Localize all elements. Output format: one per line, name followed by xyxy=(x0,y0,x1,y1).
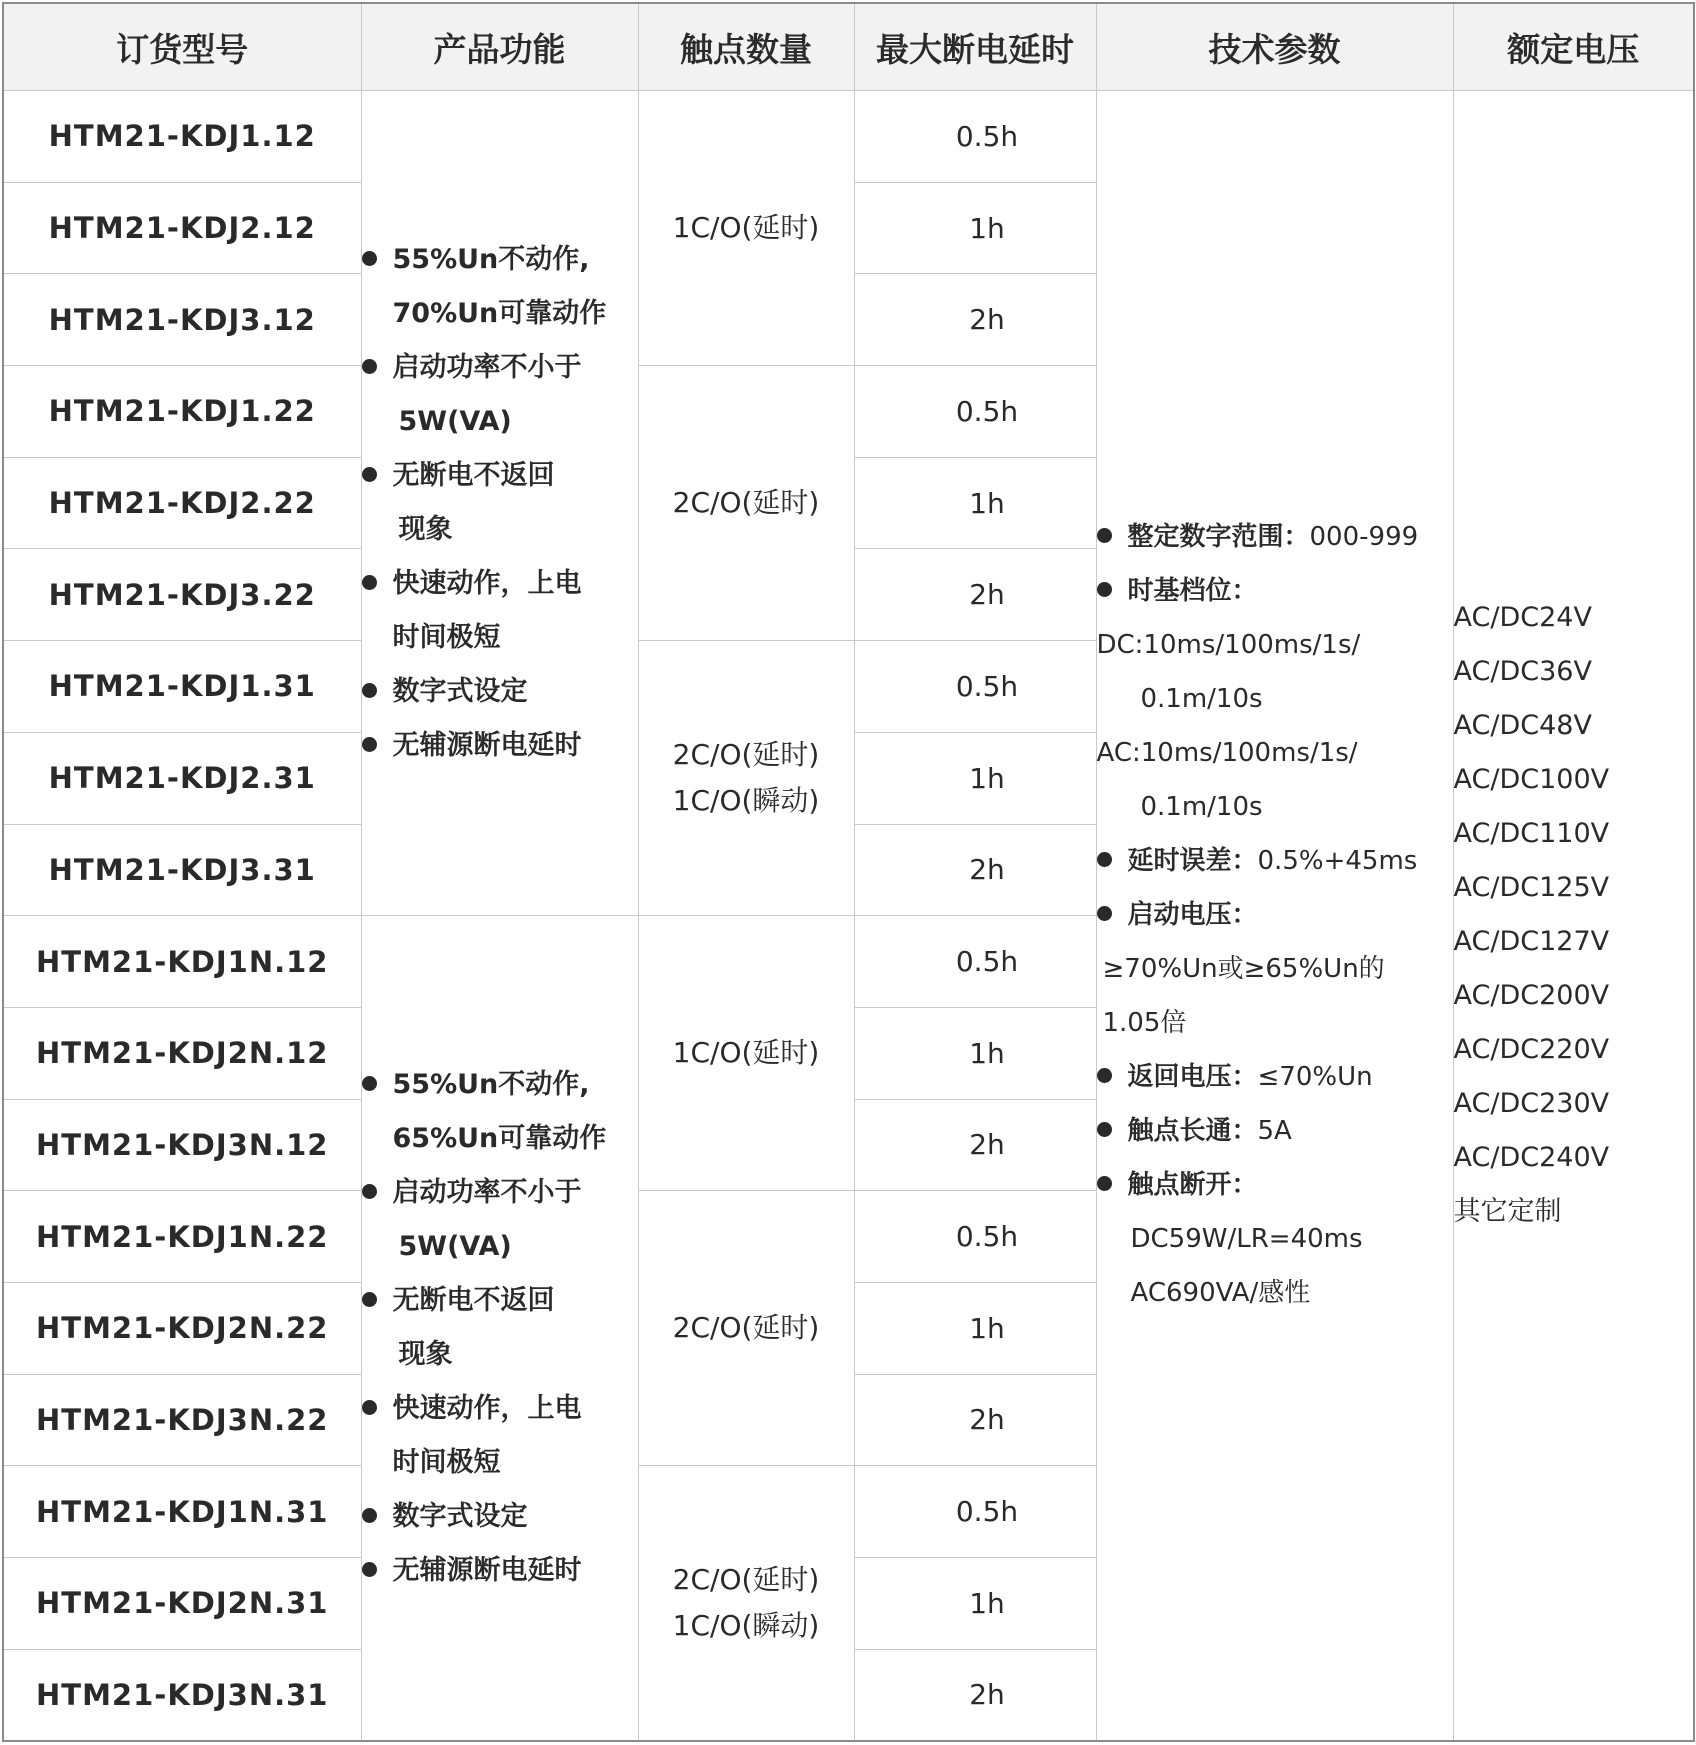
model-cell: HTM21-KDJ3.31 xyxy=(3,824,361,916)
model-cell: HTM21-KDJ2.12 xyxy=(3,182,361,274)
bullet-icon xyxy=(362,683,377,698)
contacts-cell: 2C/O(延时) xyxy=(638,1191,854,1466)
model-cell: HTM21-KDJ3.12 xyxy=(3,274,361,366)
bullet-icon xyxy=(1097,1122,1112,1137)
model-cell: HTM21-KDJ2.22 xyxy=(3,457,361,549)
function-item: 数字式设定 xyxy=(362,665,638,719)
function-item-cont: 时间极短 xyxy=(392,1447,501,1479)
model-cell: HTM21-KDJ3N.12 xyxy=(3,1099,361,1191)
voltage-item: 其它定制 xyxy=(1453,1196,1562,1228)
tech-item-start: 启动电压： xyxy=(1097,888,1453,942)
tech-item-break: 触点断开： xyxy=(1097,1158,1453,1212)
function-item-cont: 70%Un可靠动作 xyxy=(392,298,607,330)
delay-cell: 0.5h xyxy=(854,1191,1096,1283)
tech-item-cont: AC690VA/感性 xyxy=(1130,1278,1311,1309)
contacts-cell: 1C/O(延时) xyxy=(638,916,854,1191)
tech-item-timebase: 时基档位： xyxy=(1097,564,1453,618)
function-item: 无断电不返回 xyxy=(362,1274,638,1328)
tech-item-cont: AC:10ms/100ms/1s/ xyxy=(1096,738,1358,769)
contacts-cell: 2C/O(延时) 1C/O(瞬动) xyxy=(638,641,854,916)
model-cell: HTM21-KDJ2.31 xyxy=(3,732,361,824)
model-cell: HTM21-KDJ2N.22 xyxy=(3,1282,361,1374)
bullet-icon xyxy=(1097,582,1112,597)
tech-item-range: 整定数字范围：000-999 xyxy=(1097,510,1453,564)
voltage-item: AC/DC230V xyxy=(1453,1088,1610,1120)
function-item: 启动功率不小于 xyxy=(362,1166,638,1220)
bullet-icon xyxy=(362,1400,377,1415)
voltage-item: AC/DC100V xyxy=(1453,764,1610,796)
function-cell-group-a xyxy=(361,91,638,916)
table-row xyxy=(3,91,1694,183)
header-delay: 最大断电延时 xyxy=(854,3,1096,91)
delay-cell: 1h xyxy=(854,1282,1096,1374)
function-item: 无辅源断电延时 xyxy=(362,1544,638,1598)
tech-item-cont: ≥70%Un或≥65%Un的 xyxy=(1102,954,1385,985)
bullet-icon xyxy=(362,359,377,374)
function-item: 55%Un不动作, xyxy=(362,1058,638,1112)
model-cell: HTM21-KDJ2N.12 xyxy=(3,1007,361,1099)
spec-table-container xyxy=(2,2,1695,1742)
contacts-cell: 1C/O(延时) xyxy=(638,91,854,366)
tech-item-cont: 0.1m/10s xyxy=(1140,792,1263,823)
bullet-icon xyxy=(362,467,377,482)
tech-item-error: 延时误差：0.5%+45ms xyxy=(1097,834,1453,888)
header-tech: 技术参数 xyxy=(1096,3,1453,91)
header-function: 产品功能 xyxy=(361,3,638,91)
product-spec-table xyxy=(2,2,1695,1742)
bullet-icon xyxy=(362,1076,377,1091)
function-item: 数字式设定 xyxy=(362,1490,638,1544)
model-cell: HTM21-KDJ3N.22 xyxy=(3,1374,361,1466)
delay-cell: 1h xyxy=(854,1007,1096,1099)
header-model: 订货型号 xyxy=(3,3,361,91)
bullet-icon xyxy=(1097,1068,1112,1083)
contacts-cell: 2C/O(延时) xyxy=(638,366,854,641)
function-item: 无辅源断电延时 xyxy=(362,719,638,773)
delay-cell: 1h xyxy=(854,1558,1096,1650)
voltage-item: AC/DC220V xyxy=(1453,1034,1610,1066)
function-item-cont: 65%Un可靠动作 xyxy=(392,1123,607,1155)
function-item-cont: 现象 xyxy=(398,514,453,546)
model-cell: HTM21-KDJ1N.12 xyxy=(3,916,361,1008)
bullet-icon xyxy=(362,251,377,266)
delay-cell: 0.5h xyxy=(854,916,1096,1008)
contacts-cell: 2C/O(延时) 1C/O(瞬动) xyxy=(638,1466,854,1741)
delay-cell: 2h xyxy=(854,1649,1096,1741)
function-item: 快速动作，上电 xyxy=(362,557,638,611)
bullet-icon xyxy=(362,1562,377,1577)
delay-cell: 2h xyxy=(854,824,1096,916)
function-item-cont: 5W(VA) xyxy=(398,406,512,438)
delay-cell: 2h xyxy=(854,1099,1096,1191)
function-item-cont: 5W(VA) xyxy=(398,1231,512,1263)
model-cell: HTM21-KDJ3N.31 xyxy=(3,1649,361,1741)
function-item: 无断电不返回 xyxy=(362,449,638,503)
delay-cell: 0.5h xyxy=(854,641,1096,733)
bullet-icon xyxy=(362,575,377,590)
model-cell: HTM21-KDJ1.22 xyxy=(3,366,361,458)
bullet-icon xyxy=(362,1292,377,1307)
tech-item-contact: 触点长通：5A xyxy=(1097,1104,1453,1158)
voltage-item: AC/DC125V xyxy=(1453,872,1610,904)
model-cell: HTM21-KDJ3.22 xyxy=(3,549,361,641)
function-item-cont: 现象 xyxy=(398,1339,453,1371)
tech-item-cont: 1.05倍 xyxy=(1102,1008,1187,1039)
voltage-item: AC/DC24V xyxy=(1453,602,1592,634)
header-voltage: 额定电压 xyxy=(1453,3,1694,91)
delay-cell: 2h xyxy=(854,1374,1096,1466)
delay-cell: 1h xyxy=(854,732,1096,824)
function-cell-group-b xyxy=(361,916,638,1741)
voltage-cell xyxy=(1453,91,1694,1741)
header-contacts: 触点数量 xyxy=(638,3,854,91)
bullet-icon xyxy=(1097,906,1112,921)
bullet-icon xyxy=(362,1508,377,1523)
delay-cell: 0.5h xyxy=(854,1466,1096,1558)
bullet-icon xyxy=(1097,1176,1112,1191)
function-item: 快速动作，上电 xyxy=(362,1382,638,1436)
model-cell: HTM21-KDJ1N.22 xyxy=(3,1191,361,1283)
function-item: 启动功率不小于 xyxy=(362,341,638,395)
bullet-icon xyxy=(362,1184,377,1199)
delay-cell: 1h xyxy=(854,182,1096,274)
function-item-cont: 时间极短 xyxy=(392,622,501,654)
voltage-item: AC/DC200V xyxy=(1453,980,1610,1012)
bullet-icon xyxy=(362,737,377,752)
tech-item-cont: DC:10ms/100ms/1s/ xyxy=(1096,630,1361,661)
voltage-item: AC/DC240V xyxy=(1453,1142,1610,1174)
voltage-item: AC/DC36V xyxy=(1453,656,1592,688)
delay-cell: 2h xyxy=(854,274,1096,366)
tech-item-return: 返回电压：≤70%Un xyxy=(1097,1050,1453,1104)
bullet-icon xyxy=(1097,528,1112,543)
delay-cell: 0.5h xyxy=(854,91,1096,183)
voltage-item: AC/DC127V xyxy=(1453,926,1610,958)
model-cell: HTM21-KDJ1N.31 xyxy=(3,1466,361,1558)
delay-cell: 0.5h xyxy=(854,366,1096,458)
delay-cell: 2h xyxy=(854,549,1096,641)
tech-item-cont: DC59W/LR=40ms xyxy=(1130,1224,1363,1255)
bullet-icon xyxy=(1097,852,1112,867)
voltage-item: AC/DC48V xyxy=(1453,710,1592,742)
voltage-item: AC/DC110V xyxy=(1453,818,1610,850)
model-cell: HTM21-KDJ2N.31 xyxy=(3,1558,361,1650)
table-header-row xyxy=(3,3,1694,91)
delay-cell: 1h xyxy=(854,457,1096,549)
tech-item-cont: 0.1m/10s xyxy=(1140,684,1263,715)
model-cell: HTM21-KDJ1.12 xyxy=(3,91,361,183)
tech-params-cell xyxy=(1096,91,1453,1741)
model-cell: HTM21-KDJ1.31 xyxy=(3,641,361,733)
function-item: 55%Un不动作, xyxy=(362,233,638,287)
